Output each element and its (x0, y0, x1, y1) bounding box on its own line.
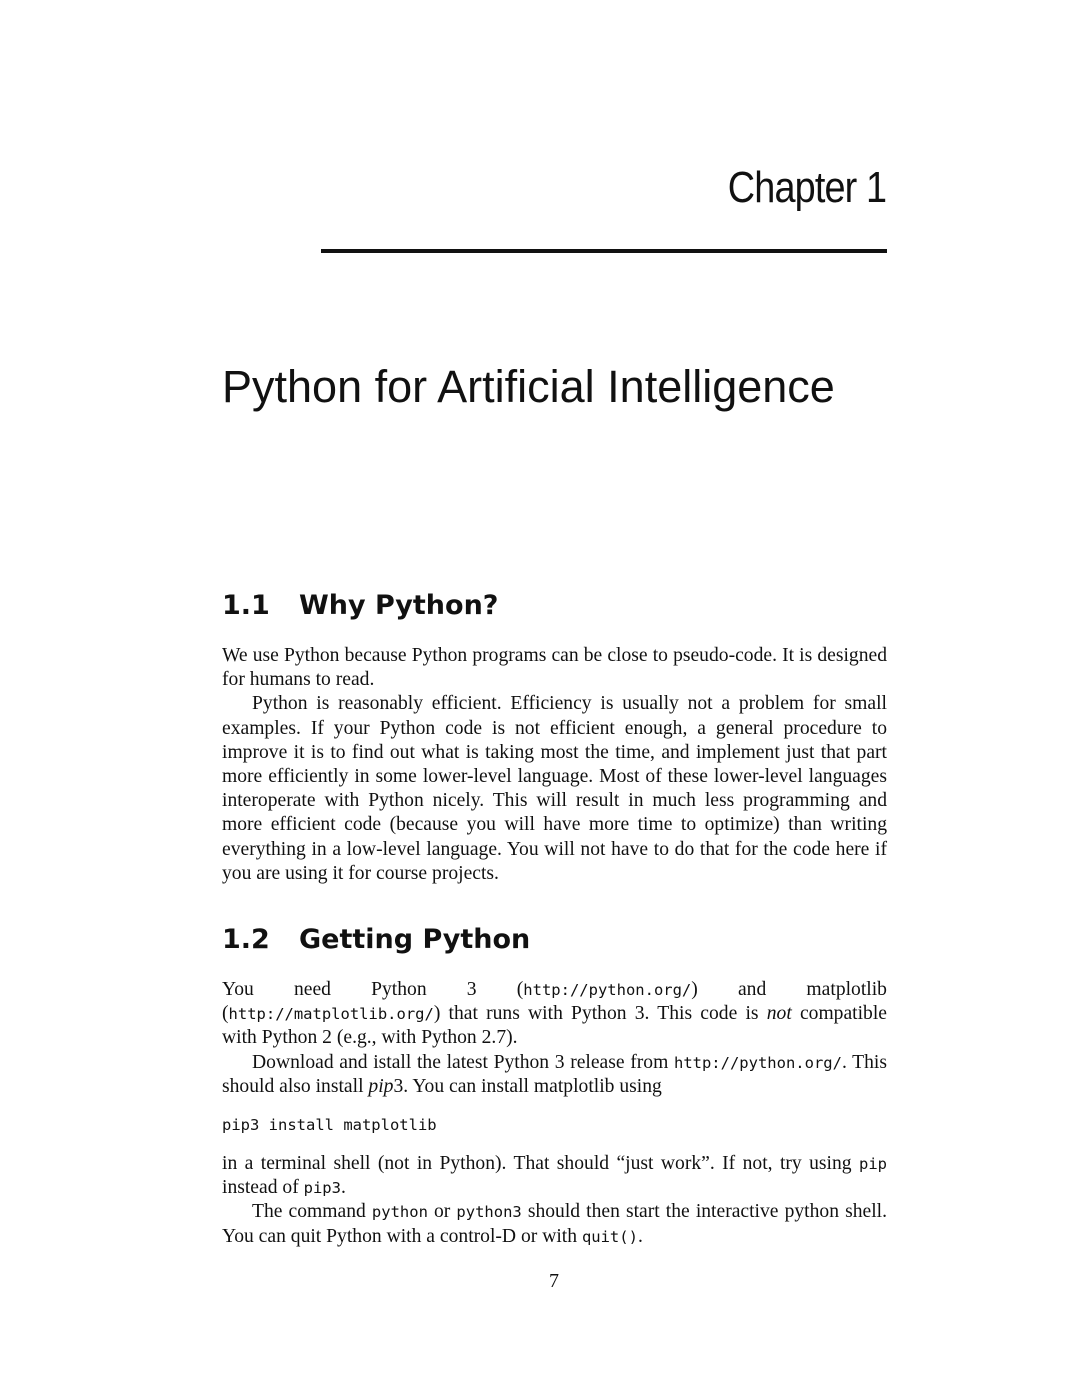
paragraph: We use Python because Python programs can be close to pseudo-code. It is designed for humans to read. (222, 645, 887, 691)
section-number: 1.1 (222, 590, 270, 621)
paragraph (222, 1152, 887, 1200)
inline-code: python (371, 1203, 428, 1222)
inline-code: pip3 (303, 1179, 341, 1198)
section-body-why-python (222, 644, 887, 886)
text-run: ) that runs with Python 3. This code is (433, 1003, 767, 1025)
section-heading-getting-python (222, 924, 530, 956)
text-run: Download and istall the latest Python 3 release from (252, 1051, 674, 1073)
chapter-rule (321, 249, 887, 253)
link-matplotlib-org[interactable]: http://matplotlib.org/ (228, 1005, 434, 1024)
link-python-org[interactable]: http://python.org/ (673, 1053, 842, 1072)
text-run: in a terminal shell (not in Python). That should “just work”. If not, try using (222, 1153, 859, 1175)
chapter-title: Python for Artificial Intelligence (222, 361, 835, 412)
paragraph (222, 1051, 887, 1099)
section-title: Why Python? (299, 590, 499, 621)
code-block: pip3 install matplotlib (222, 1116, 437, 1135)
paragraph (222, 1200, 887, 1248)
text-run: or (427, 1201, 457, 1223)
text-run: 3. You can install matplotlib using (393, 1075, 662, 1097)
text-run: . (637, 1225, 643, 1247)
section-title: Getting Python (299, 924, 531, 955)
link-python-org[interactable]: http://python.org/ (523, 981, 692, 999)
text-run: compatible with Python 2 (e.g., with Python 2.7). (222, 1003, 887, 1049)
paragraph: Python is reasonably efficient. Efficiency is usually not a problem for small examples. If your Python code is not efficient enough, a general procedure to improve it is to find out what is taking most the time, and implement just that part more efficiently in some lower-level language. Most of these lower-level languages interoperate with Python nicely. This will result in much less programming and more efficient code (because you will have more time to optimize) than writing everything in a low-level language. You will not have to do that for the code here if you are using it for course projects. (222, 693, 887, 884)
section-heading-why-python (222, 590, 498, 622)
text-run: . (340, 1177, 346, 1199)
inline-code: python3 (456, 1203, 522, 1222)
text-run: should then start the interactive python shell. You can quit Python with a control-D or with (222, 1201, 888, 1247)
text-run: instead of (222, 1177, 304, 1199)
text-run: . This should also install (222, 1051, 888, 1097)
emphasis-not: not (766, 1003, 792, 1025)
page-number: 7 (549, 1270, 559, 1292)
chapter-label: Chapter 1 (727, 163, 886, 212)
text-run: ) and matplotlib ( (222, 979, 887, 1025)
text-run: The command (252, 1201, 372, 1223)
inline-code: quit() (581, 1227, 638, 1246)
section-number: 1.2 (222, 924, 270, 955)
section-body-getting-python (222, 978, 887, 1249)
paragraph (222, 978, 887, 1051)
inline-code: pip (859, 1155, 887, 1174)
text-run: You need Python 3 ( (222, 979, 524, 1000)
emphasis-pip: pip (368, 1075, 394, 1097)
